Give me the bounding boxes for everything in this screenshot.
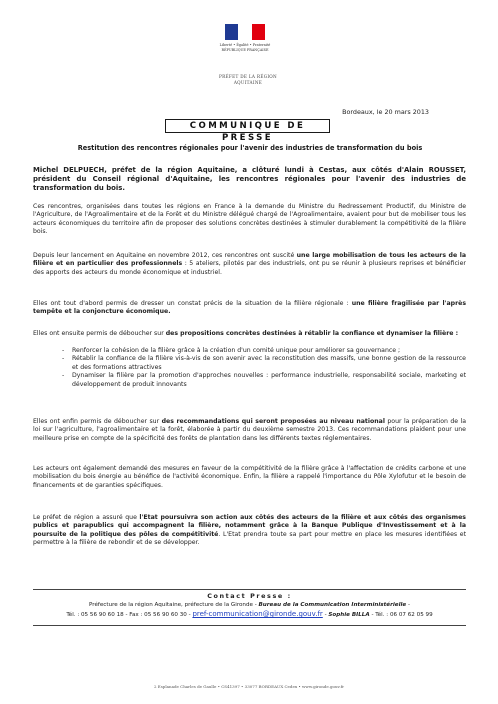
contact-org: Préfecture de la région Aquitaine, préfecture de la Gironde - xyxy=(89,602,259,608)
p2-text-a: Depuis leur lancement en Aquitaine en novembre 2012, ces rencontres ont suscité xyxy=(33,252,297,259)
logo-republique: RÉPUBLIQUE FRANÇAISE xyxy=(221,48,269,52)
lead-paragraph: Michel DELPUECH, préfet de la région Aquitaine, a clôturé lundi à Cestas, aux côtés d'Alain ROUSSET, président du Conseil régional d'Aquitaine, les rencontres régionales pour l'avenir des industries de transformation du bois. xyxy=(33,166,466,192)
contact-sep-2: - xyxy=(322,612,329,618)
p7-text-bold: l'Etat poursuivra son action aux côtés des acteurs de la filière et aux côtés des organismes publics et parapublics qui accompagnent la filière, notamment grâce à la Banque Publique d'Investissement et à la poursuite de la politique des pôles de compétitivité xyxy=(33,514,466,538)
list-item: - Dynamiser la filière par la promotion d'approches nouvelles : performance industrielle, responsabilité sociale, marketing et développement de produit innovants xyxy=(33,372,466,389)
p3-text-bold: une filière fragilisée par l'après tempête et la conjoncture économique. xyxy=(33,300,467,316)
paragraph-engagement-etat xyxy=(33,514,466,548)
contact-phone-fax: Tél. : 05 56 90 60 18 - Fax : 05 56 90 60 30 - xyxy=(66,612,193,618)
contact-sep: - xyxy=(406,602,410,608)
list-item: - Renforcer la cohésion de la filière grâce à la création d'un comité unique pour améliorer sa gouvernance ; xyxy=(33,347,466,355)
paragraph-recommandations xyxy=(33,418,466,443)
contact-mobile: - Tél. : 06 07 62 05 99 xyxy=(369,612,433,618)
flag-red-band xyxy=(252,24,265,40)
p4-text-bold: des propositions concrètes destinées à rétablir la confiance et dynamiser la filière : xyxy=(165,330,459,337)
paragraph-propositions xyxy=(33,330,466,338)
paragraph-context: Ces rencontres, organisées dans toutes les régions en France à la demande du Ministre du Redressement Productif, du Ministre de l'Agriculture, de l'Agroalimentaire et de la Forêt et du Ministre délégué chargé de l'Agroalimentaire, avaient pour but de mobiliser tous les acteurs économiques du territoire afin de proposer des solutions concrètes destinées à stimuler durablement la compétitivité de la filière bois. xyxy=(33,203,466,236)
prefet-label xyxy=(218,74,278,86)
p7-text-c: . L'Etat prendra toute sa part pour mettre en place les mesures identifiées et permettre à la filière de rebondir et de se développer. xyxy=(33,530,467,547)
propositions-list xyxy=(33,347,466,389)
contact-line-1 xyxy=(33,601,466,610)
prefet-line-1: PRÉFET DE LA RÉGION xyxy=(218,74,277,79)
press-release-banner: COMMUNIQUE DE PRESSE xyxy=(165,119,330,133)
contact-person: Sophie BILLA xyxy=(328,612,370,618)
paragraph-constat xyxy=(33,300,466,317)
paragraph-mesures: Les acteurs ont également demandé des mesures en faveur de la compétitivité de la filière grâce à l'affectation de crédits carbone et une mobilisation du bois énergie au bénéfice de l'activité économique. Enfin, la filière a rappelé l'importance du Pôle Xylofutur et le besoin de financements et de garanties spécifiques. xyxy=(33,465,466,489)
flag-white-band xyxy=(238,24,251,40)
tricolor-flag-icon xyxy=(225,24,265,40)
p4-text-a: Elles ont ensuite permis de déboucher sur xyxy=(33,330,166,337)
contact-line-2 xyxy=(33,610,466,620)
p5-text-c: pour la préparation de la loi sur l'agriculture, l'agroalimentaire et la forêt, élaborée à partir du deuxième semestre 2013. Ces recommandations plaident pour une meilleure prise en compte de la spécificité des forêts de plantation dans les différents textes réglementaires. xyxy=(33,418,466,442)
marianne-logo xyxy=(217,18,273,64)
press-contact-box xyxy=(33,589,466,626)
contact-email-link[interactable]: pref-communication@gironde.gouv.fr xyxy=(192,610,323,618)
p5-text-bold: des recommandations qui seront proposées au niveau national xyxy=(161,418,385,425)
contact-bureau: Bureau de la Communication Interministérielle xyxy=(258,602,407,608)
flag-blue-band xyxy=(225,24,238,40)
list-item: - Rétablir la confiance de la filière vis-à-vis de son avenir avec la reconstitution des massifs, une bonne gestion de la ressource et des formations attractives xyxy=(33,355,466,372)
page-footer-address: 2 Esplanade Charles de Gaulle • CS41397 • 33077 BORDEAUX Cedex • www.gironde.gouv.fr xyxy=(153,684,344,689)
p3-text-a: Elles ont tout d'abord permis de dresser un constat précis de la situation de la filière régionale : xyxy=(33,300,352,307)
paragraph-mobilisation xyxy=(33,252,466,277)
p5-text-a: Elles ont enfin permis de déboucher sur xyxy=(33,418,162,425)
logo-motto: Liberté • Égalité • Fraternité xyxy=(219,43,271,47)
p7-text-a: Le préfet de région a assuré que xyxy=(33,514,140,521)
p2-text-bold: une large mobilisation de tous les acteurs de la filière et en particulier des professionnels xyxy=(33,252,466,268)
document-date: Bordeaux, le 20 mars 2013 xyxy=(342,108,429,116)
contact-title: Contact Presse : xyxy=(207,592,292,600)
p2-text-c: : 5 ateliers, pilotés par des industriels, ont pu se réunir à plusieurs reprises et bénéficier des apports des acteurs du monde économique et industriel. xyxy=(33,260,466,276)
document-title: Restitution des rencontres régionales pour l'avenir des industries de transformation du bois xyxy=(77,144,423,152)
prefet-line-2: AQUITAINE xyxy=(233,80,263,85)
